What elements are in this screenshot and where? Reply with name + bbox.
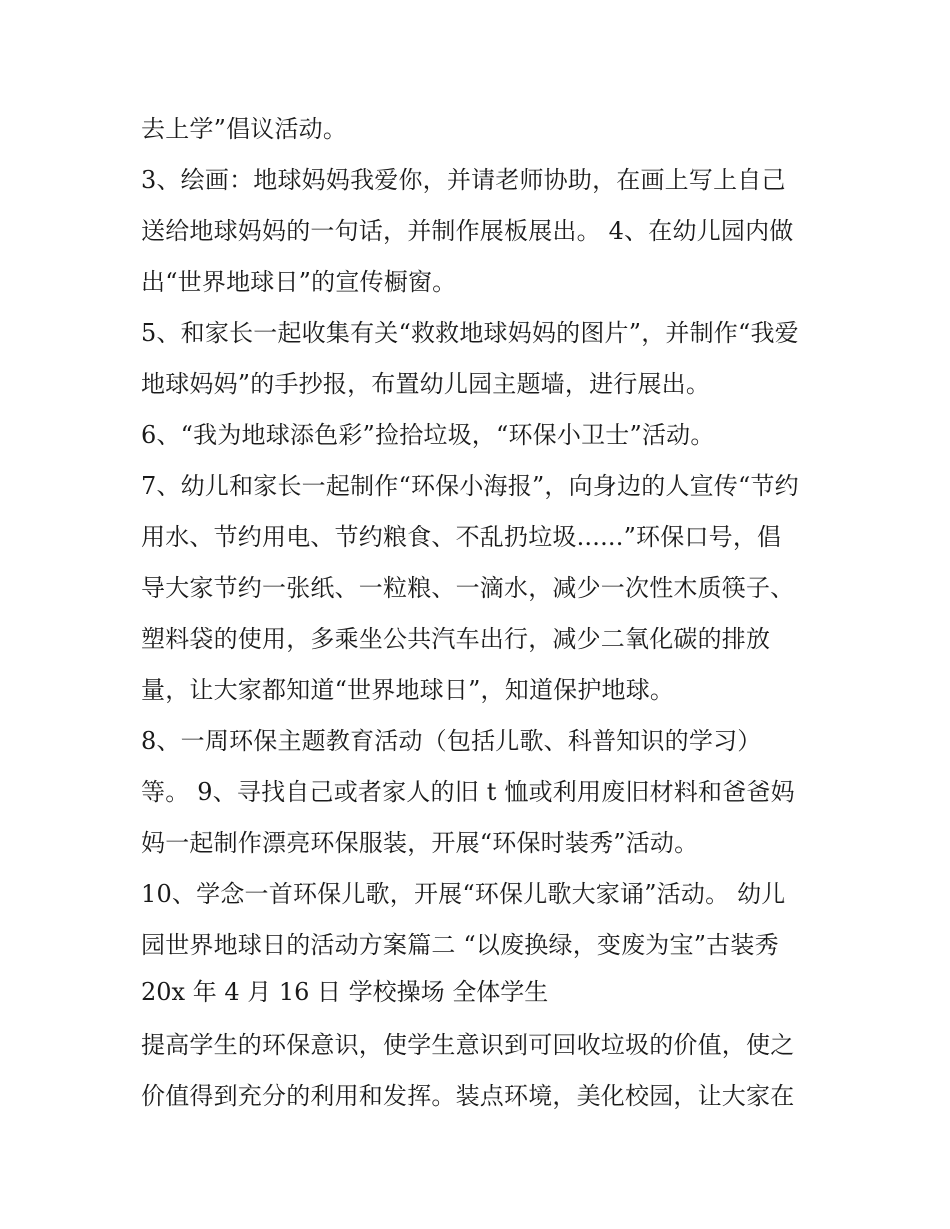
text-line: 10、学念一首环保儿歌，开展“环保儿歌大家诵”活动。 幼儿 — [141, 880, 786, 908]
text-line: 等。 9、寻找自己或者家人的旧 t 恤或利用废旧材料和爸爸妈 — [141, 778, 795, 806]
text-line: 3、绘画：地球妈妈我爱你，并请老师协助，在画上写上自己 — [141, 166, 786, 194]
text-line: 5、和家长一起收集有关“救救地球妈妈的图片”，并制作“我爱 — [141, 319, 799, 347]
text-line: 提高学生的环保意识，使学生意识到可回收垃圾的价值，使之 — [141, 1031, 795, 1059]
text-line: 用水、节约用电、节约粮食、不乱扔垃圾......”环保口号，倡 — [141, 523, 782, 551]
text-line: 妈一起制作漂亮环保服装，开展“环保时装秀”活动。 — [141, 829, 699, 857]
text-line: 地球妈妈”的手抄报，布置幼儿园主题墙，进行展出。 — [141, 370, 711, 398]
text-line: 园世界地球日的活动方案篇二 “以废换绿，变废为宝”古装秀 — [141, 931, 779, 959]
text-line: 出“世界地球日”的宣传橱窗。 — [141, 268, 457, 296]
text-line: 量，让大家都知道“世界地球日”，知道保护地球。 — [141, 676, 675, 704]
text-line: 塑料袋的使用，多乘坐公共汽车出行，减少二氧化碳的排放 — [141, 625, 771, 653]
text-line: 6、“我为地球添色彩”捡拾垃圾，“环保小卫士”活动。 — [141, 421, 715, 449]
text-line: 20x 年 4 月 16 日 学校操场 全体学生 — [141, 978, 549, 1006]
text-line: 7、幼儿和家长一起制作“环保小海报”，向身边的人宣传“节约 — [141, 472, 799, 500]
text-line: 8、一周环保主题教育活动（包括儿歌、科普知识的学习） — [141, 727, 762, 755]
text-line: 价值得到充分的利用和发挥。装点环境，美化校园，让大家在 — [141, 1082, 795, 1110]
text-line: 送给地球妈妈的一句话，并制作展板展出。 4、在幼儿园内做 — [141, 217, 794, 245]
text-line: 导大家节约一张纸、一粒粮、一滴水，减少一次性木质筷子、 — [141, 574, 795, 602]
text-line: 去上学”倡议活动。 — [141, 115, 348, 143]
